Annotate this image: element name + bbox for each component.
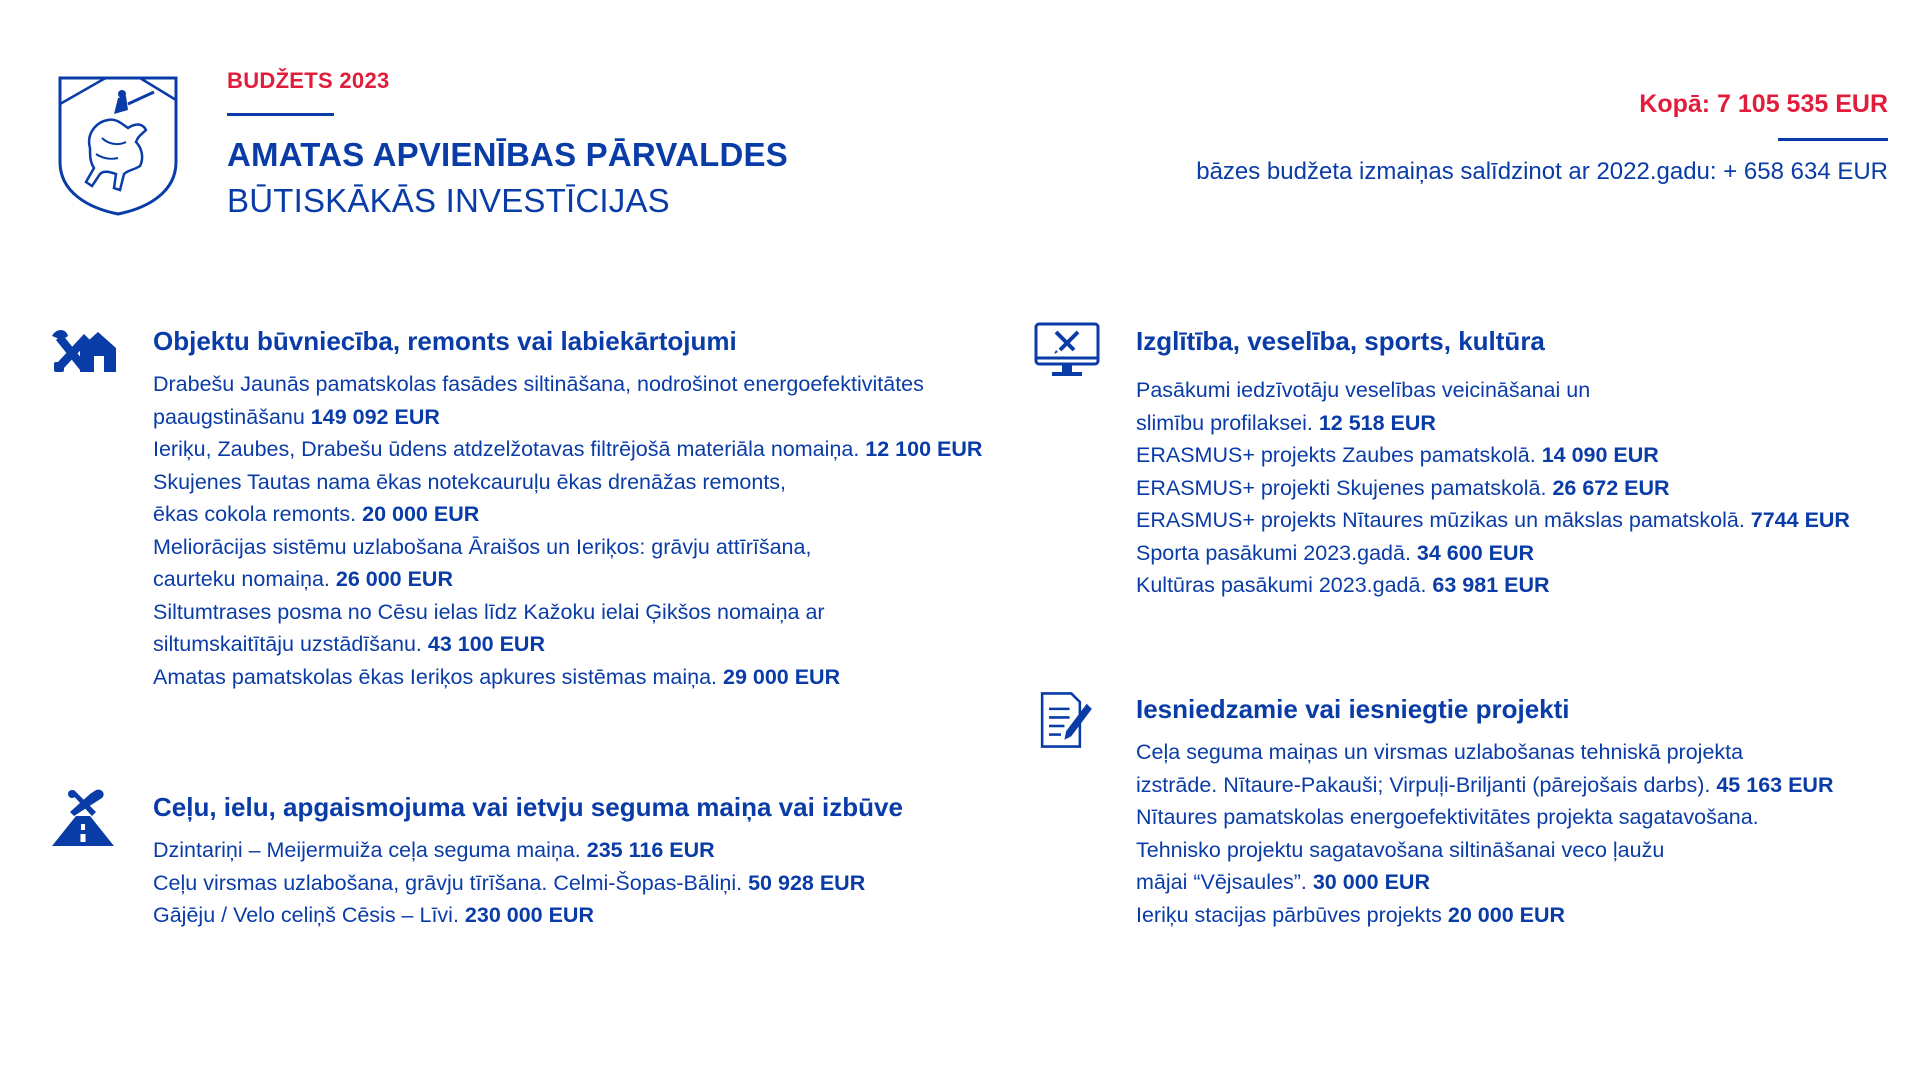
page-subtitle: BŪTISKĀKĀS INVESTĪCIJAS <box>227 182 670 219</box>
list-item: ēkas cokola remonts. 20 000 EUR <box>153 502 480 526</box>
list-item: Drabešu Jaunās pamatskolas fasādes siltināšana, nodrošinot energoefektivitātes <box>153 372 924 396</box>
list-item: Ceļa seguma maiņas un virsmas uzlabošanas tehniskā projekta <box>1136 740 1744 764</box>
list-item: Skujenes Tautas nama ēkas notekcauruļu ēkas drenāžas remonts, <box>153 469 787 494</box>
section-title: Iesniedzamie vai iesniegtie projekti <box>1136 694 1570 724</box>
list-item: Sporta pasākumi 2023.gadā. 34 600 EUR <box>1136 540 1535 565</box>
coat-of-arms-icon <box>56 74 180 218</box>
section-title: Izglītība, veselība, sports, kultūra <box>1136 326 1545 356</box>
list-item: Gājēju / Velo celiņš Cēsis – Līvi. 230 000 EUR <box>153 903 594 927</box>
list-item: Ceļu virsmas uzlabošana, grāvju tīrīšana. Celmi-Šopas-Bāliņi. 50 928 EUR <box>153 870 866 895</box>
section-items <box>1136 374 1850 602</box>
list-item: Meliorācijas sistēmu uzlabošana Āraišos un Ieriķos: grāvju attīrīšana, <box>153 534 812 559</box>
section-items <box>153 834 865 932</box>
list-item: slimību profilaksei. 12 518 EUR <box>1136 410 1436 435</box>
budget-year-label: BUDŽETS 2023 <box>227 68 390 93</box>
budget-change-note: bāzes budžeta izmaiņas salīdzinot ar 2022.gadu: + 658 634 EUR <box>1196 158 1888 185</box>
list-item: Ieriķu, Zaubes, Drabešu ūdens atdzelžotavas filtrējošā materiāla nomaiņa. 12 100 EUR <box>153 437 983 461</box>
list-item: izstrāde. Nītaure-Pakauši; Virpuļi-Briljanti (pārejošais darbs). 45 163 EUR <box>1136 772 1834 797</box>
list-item: caurteku nomaiņa. 26 000 EUR <box>153 567 453 591</box>
list-item: siltumskaitītāju uzstādīšanu. 43 100 EUR <box>153 632 545 656</box>
construction-house-icon <box>50 322 116 382</box>
list-item: Dzintariņi – Meijermuiža ceļa seguma maiņa. 235 116 EUR <box>153 838 715 862</box>
section-title: Objektu būvniecība, remonts vai labiekārtojumi <box>153 326 737 356</box>
road-tools-icon <box>50 788 116 848</box>
list-item: Siltumtrases posma no Cēsu ielas līdz Kažoku ielai Ģikšos nomaiņa ar <box>153 599 825 624</box>
section-title: Ceļu, ielu, apgaismojuma vai ietvju seguma maiņa vai izbūve <box>153 792 903 822</box>
list-item: mājai “Vējsaules”. 30 000 EUR <box>1136 870 1430 894</box>
document-pen-icon <box>1034 690 1100 750</box>
list-item: Amatas pamatskolas ēkas Ieriķos apkures sistēmas maiņa. 29 000 EUR <box>153 664 841 689</box>
list-item: paaugstināšanu 149 092 EUR <box>153 404 440 429</box>
total-divider <box>1778 138 1888 141</box>
list-item: ERASMUS+ projekts Zaubes pamatskolā. 14 090 EUR <box>1136 443 1659 467</box>
section-items <box>1136 736 1833 931</box>
page-title: AMATAS APVIENĪBAS PĀRVALDES <box>227 136 788 173</box>
list-item: Kultūras pasākumi 2023.gadā. 63 981 EUR <box>1136 573 1550 597</box>
list-item: ERASMUS+ projekts Nītaures mūzikas un mākslas pamatskolā. 7744 EUR <box>1136 508 1850 532</box>
list-item: ERASMUS+ projekti Skujenes pamatskolā. 26 672 EUR <box>1136 475 1670 500</box>
section-items <box>153 368 982 693</box>
list-item: Ieriķu stacijas pārbūves projekts 20 000 EUR <box>1136 902 1566 927</box>
list-item: Pasākumi iedzīvotāju veselības veicināšanai un <box>1136 378 1591 402</box>
monitor-pencil-ruler-icon <box>1034 320 1100 380</box>
title-divider <box>227 113 334 116</box>
list-item: Nītaures pamatskolas energoefektivitātes projekta sagatavošana. <box>1136 805 1759 829</box>
total-amount: Kopā: 7 105 535 EUR <box>1639 90 1888 118</box>
list-item: Tehnisko projektu sagatavošana siltināšanai veco ļaužu <box>1136 837 1665 862</box>
